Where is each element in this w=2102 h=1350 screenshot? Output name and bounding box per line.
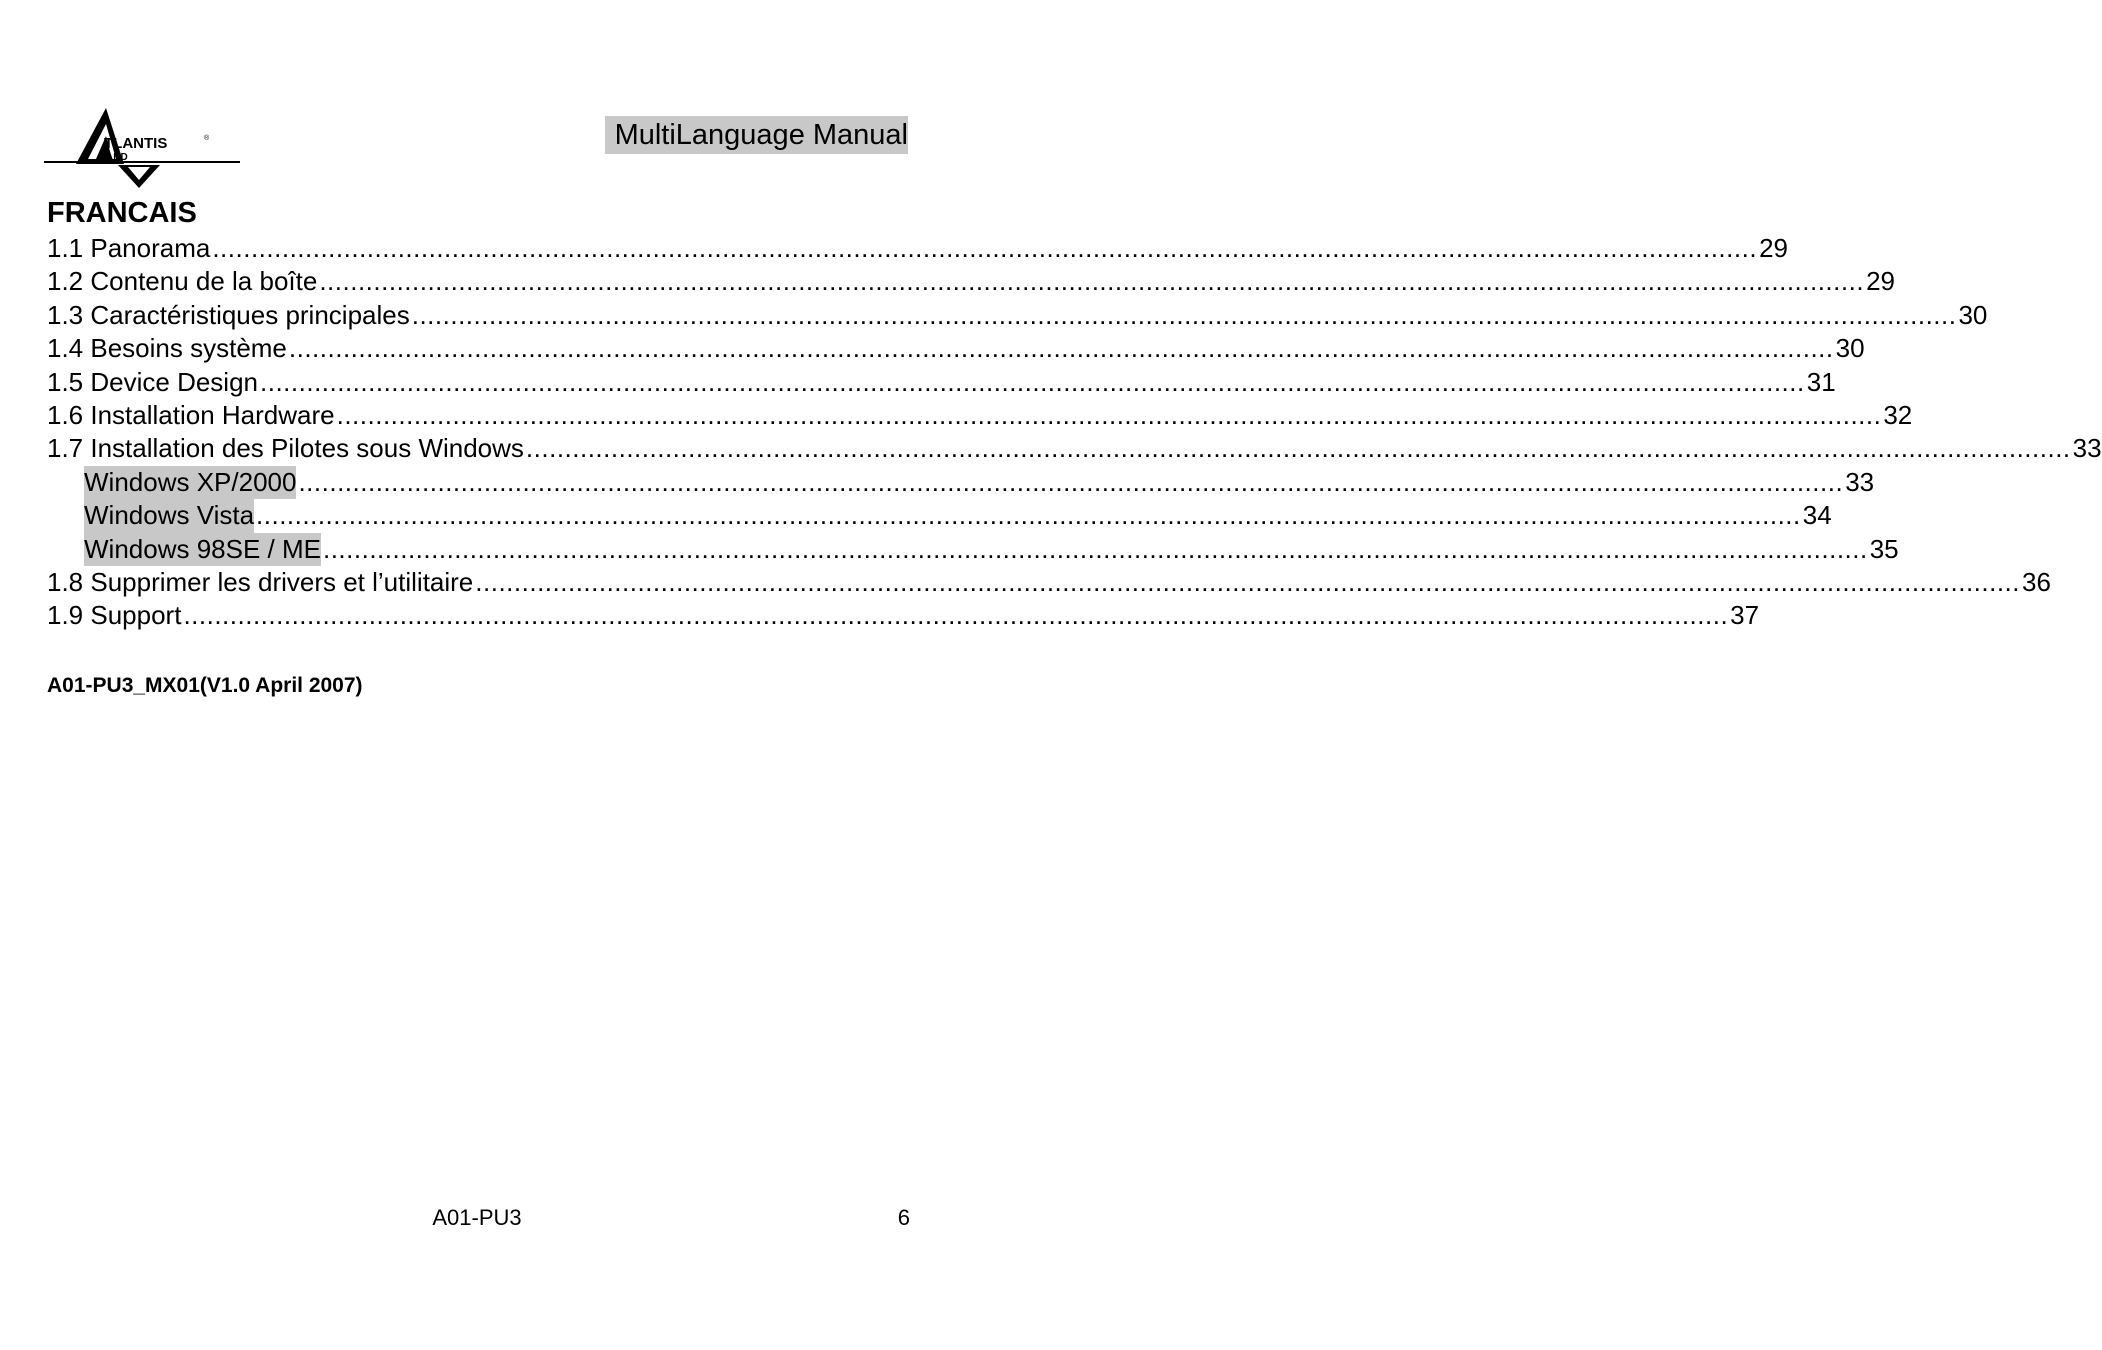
toc-entry-page: 29 bbox=[1759, 233, 1788, 263]
toc-entry[interactable] bbox=[47, 566, 2051, 599]
toc-entry[interactable] bbox=[47, 599, 1760, 632]
footer-product: A01-PU3 bbox=[432, 1205, 522, 1230]
manual-title: MultiLanguage Manual bbox=[605, 116, 908, 154]
toc-entry[interactable] bbox=[47, 432, 2102, 465]
footer-page-number: 6 bbox=[897, 1205, 910, 1230]
svg-text:TLANTIS: TLANTIS bbox=[104, 135, 168, 152]
document-code: A01-PU3_MX01(V1.0 April 2007) bbox=[47, 674, 363, 697]
table-of-contents bbox=[47, 232, 2102, 633]
toc-entry-page: 37 bbox=[1730, 600, 1760, 631]
atlantis-land-logo bbox=[44, 104, 242, 194]
section-title: FRANCAIS bbox=[47, 197, 197, 229]
toc-entry-label: 1.3 Caractéristiques principales bbox=[47, 299, 410, 330]
toc-dot-leader: ........................................................................................................................................................................................................ bbox=[298, 466, 1844, 497]
toc-dot-leader: ........................................................................................................................................................................................................ bbox=[475, 566, 2021, 597]
toc-dot-leader: ........................................................................................................................................................................................................ bbox=[411, 299, 1957, 330]
toc-entry-page: 33 bbox=[2072, 433, 2102, 464]
toc-entry[interactable] bbox=[47, 499, 1832, 532]
toc-entry-page: 30 bbox=[1835, 333, 1865, 364]
toc-dot-leader: ........................................................................................................................................................................................................ bbox=[212, 233, 1758, 263]
toc-dot-leader: ........................................................................................................................................................................................................ bbox=[260, 366, 1805, 397]
toc-entry-label: 1.5 Device Design bbox=[47, 366, 258, 397]
toc-entry-label: Windows 98SE / ME bbox=[84, 533, 321, 566]
toc-entry-label: Windows Vista bbox=[84, 499, 254, 532]
toc-entry-label: 1.8 Supprimer les drivers et l’utilitaire bbox=[47, 566, 474, 597]
toc-dot-leader: ........................................................................................................................................................................................................ bbox=[256, 500, 1801, 531]
toc-entry[interactable] bbox=[47, 265, 1895, 298]
toc-entry[interactable] bbox=[47, 299, 1988, 332]
toc-entry-page: 33 bbox=[1845, 466, 1875, 497]
toc-entry[interactable] bbox=[47, 399, 1913, 432]
toc-dot-leader: ........................................................................................................................................................................................................ bbox=[336, 399, 1882, 430]
svg-text:AND: AND bbox=[106, 152, 128, 163]
toc-entry[interactable] bbox=[47, 466, 1875, 499]
toc-entry[interactable] bbox=[47, 232, 1788, 265]
toc-entry-page: 36 bbox=[2022, 566, 2051, 597]
toc-entry-label: 1.2 Contenu de la boîte bbox=[47, 266, 318, 297]
toc-entry-page: 29 bbox=[1866, 266, 1895, 297]
toc-entry-label: 1.7 Installation des Pilotes sous Windows bbox=[47, 433, 524, 464]
toc-entry-label: Windows XP/2000 bbox=[84, 466, 296, 499]
toc-entry[interactable] bbox=[47, 533, 1899, 566]
toc-dot-leader: ........................................................................................................................................................................................................ bbox=[183, 600, 1729, 631]
toc-dot-leader: ........................................................................................................................................................................................................ bbox=[288, 333, 1834, 364]
svg-text:®: ® bbox=[204, 135, 210, 142]
toc-entry-label: 1.1 Panorama bbox=[47, 233, 211, 263]
toc-dot-leader: ........................................................................................................................................................................................................ bbox=[319, 266, 1865, 297]
toc-dot-leader: ........................................................................................................................................................................................................ bbox=[322, 533, 1868, 564]
toc-entry-label: 1.6 Installation Hardware bbox=[47, 399, 335, 430]
toc-entry-page: 35 bbox=[1869, 533, 1899, 564]
toc-dot-leader: ........................................................................................................................................................................................................ bbox=[525, 433, 2071, 464]
toc-entry-page: 34 bbox=[1802, 500, 1832, 531]
toc-entry[interactable] bbox=[47, 332, 1865, 365]
toc-entry-label: 1.9 Support bbox=[47, 600, 182, 631]
toc-entry-label: 1.4 Besoins système bbox=[47, 333, 287, 364]
toc-entry-page: 32 bbox=[1883, 399, 1913, 430]
toc-entry-page: 31 bbox=[1806, 366, 1836, 397]
toc-entry-page: 30 bbox=[1958, 299, 1988, 330]
toc-entry[interactable] bbox=[47, 366, 1836, 399]
